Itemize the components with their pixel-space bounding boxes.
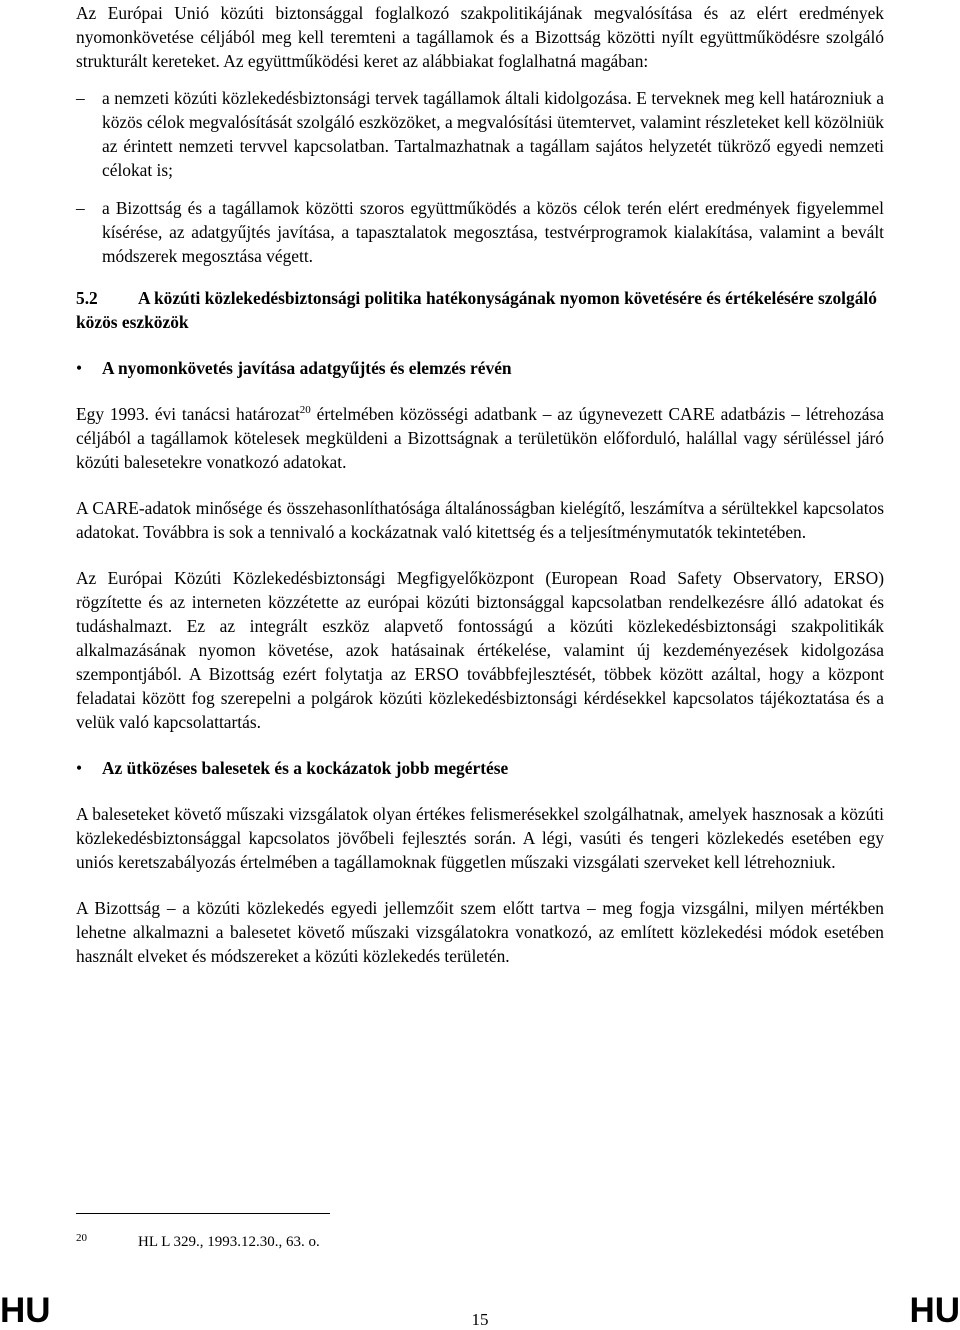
subsection-heading bbox=[76, 356, 884, 380]
subsection-heading bbox=[76, 756, 884, 780]
paragraph bbox=[76, 402, 884, 474]
dash-marker: – bbox=[76, 88, 85, 108]
list-item-text: a nemzeti közúti közlekedésbiztonsági tervek tagállamok általi kidolgozása. E terveknek meg kell határozniuk a közös célok megvalósítását szolgáló eszközöket, a megvalósítási ütemtervet, valamint részleteket kell közölniük az érintett nemzeti tervvel kapcsolatban. Tartalmazhatnak a tagállam sajátos helyzetét tükröző egyedi nemzeti célokat is; bbox=[102, 88, 884, 180]
footnote-reference[interactable]: 20 bbox=[299, 404, 311, 417]
paragraph: A CARE-adatok minősége és összehasonlíthatósága általánosságban kielégítő, leszámítva a sérültekkel kapcsolatos adatokat. Továbbra is sok a tennivaló a kockázatnak való kitettség és a teljesítménymutatók tekintetében. bbox=[76, 498, 884, 542]
section-title: A közúti közlekedésbiztonsági politika hatékonyságának nyomon követésére és értékelésére szolgáló közös eszközök bbox=[76, 288, 877, 332]
bullet-marker: • bbox=[76, 358, 83, 378]
paragraph-text: értelmében közösségi adatbank – az úgynevezett CARE adatbázis – létrehozása céljából a tagállamok kötelesek megküldeni a Bizottságnak a területükön előforduló, halállal vagy sérüléssel járó közúti balesetekre vonatkozó adatokat. bbox=[76, 404, 884, 472]
list-item bbox=[76, 196, 884, 268]
intro-paragraph: Az Európai Unió közúti biztonsággal foglalkozó szakpolitikájának megvalósítása és az elért eredmények nyomonkövetése céljából meg kell teremteni a tagállamok és a Bizottság közötti nyílt együttműködésre szolgáló strukturált kereteket. Az együttműködési keret az alábbiakat foglalhatná magában: bbox=[76, 3, 884, 71]
paragraph: A baleseteket követő műszaki vizsgálatok olyan értékes felismerésekkel szolgálhatnak, amelyek hasznosak a közúti közlekedésbiztonsággal kapcsolatos jövőbeli fejlesztés során. A légi, vasúti és tengeri közlekedés esetében egy uniós keretszabályozás értelmében a tagállamoknak független műszaki vizsgálati szerveket kell létrehozniuk. bbox=[76, 804, 884, 872]
section-number: 5.2 bbox=[76, 288, 98, 308]
footnote bbox=[76, 1232, 320, 1252]
list-item-text: a Bizottság és a tagállamok közötti szoros együttműködés a közös célok terén elért eredmények figyelemmel kísérése, az adatgyűjtés javítása, a tapasztalatok megosztása, testvérprogramok kialakítása, valamint a bevált módszerek megosztása végett. bbox=[102, 198, 884, 266]
footnote-number: 20 bbox=[76, 1232, 87, 1244]
paragraph: Az Európai Közúti Közlekedésbiztonsági Megfigyelőközpont (European Road Safety Observatory, ERSO) rögzítette és az interneten közzétette az európai közúti biztonsággal kapcsolatban rendelkezésre álló adatokat és tudáshalmazt. Ez az integrált eszköz alapvető fontosságú a közúti közlekedésbiztonsági szakpolitikák alkalmazásának nyomon követése, azok hatásainak értékelése, valamint új kezdeményezések kidolgozása szempontjából. A Bizottság ezért folytatja az ERSO továbbfejlesztését, többek között azáltal, hogy a központ feladatai között fog szerepelni a polgárok közúti közlekedésbiztonsági kérdésekkel kapcsolatos tájékoztatása és a velük való kapcsolattartás. bbox=[76, 568, 884, 732]
subsection-title: Az ütközéses balesetek és a kockázatok jobb megértése bbox=[102, 758, 509, 778]
footnote-text: HL L 329., 1993.12.30., 63. o. bbox=[138, 1234, 320, 1250]
footnote-separator bbox=[76, 1213, 330, 1214]
document-page bbox=[76, 0, 884, 968]
page-number: 15 bbox=[471, 1310, 489, 1329]
list-item bbox=[76, 86, 884, 182]
paragraph-text: Egy 1993. évi tanácsi határozat bbox=[76, 404, 300, 424]
language-code-left: HU bbox=[0, 1291, 51, 1330]
section-heading bbox=[76, 286, 884, 334]
bullet-marker: • bbox=[76, 758, 83, 778]
dash-marker: – bbox=[76, 198, 85, 218]
subsection-title: A nyomonkövetés javítása adatgyűjtés és elemzés révén bbox=[102, 358, 512, 378]
language-code-right: HU bbox=[909, 1291, 960, 1330]
paragraph: A Bizottság – a közúti közlekedés egyedi jellemzőit szem előtt tartva – meg fogja vizsgálni, milyen mértékben lehetne alkalmazni a balesetet követő műszaki vizsgálatokra vonatkozó, az említett közlekedési módok esetében használt elveket és módszereket a közúti közlekedés területén. bbox=[76, 898, 884, 966]
